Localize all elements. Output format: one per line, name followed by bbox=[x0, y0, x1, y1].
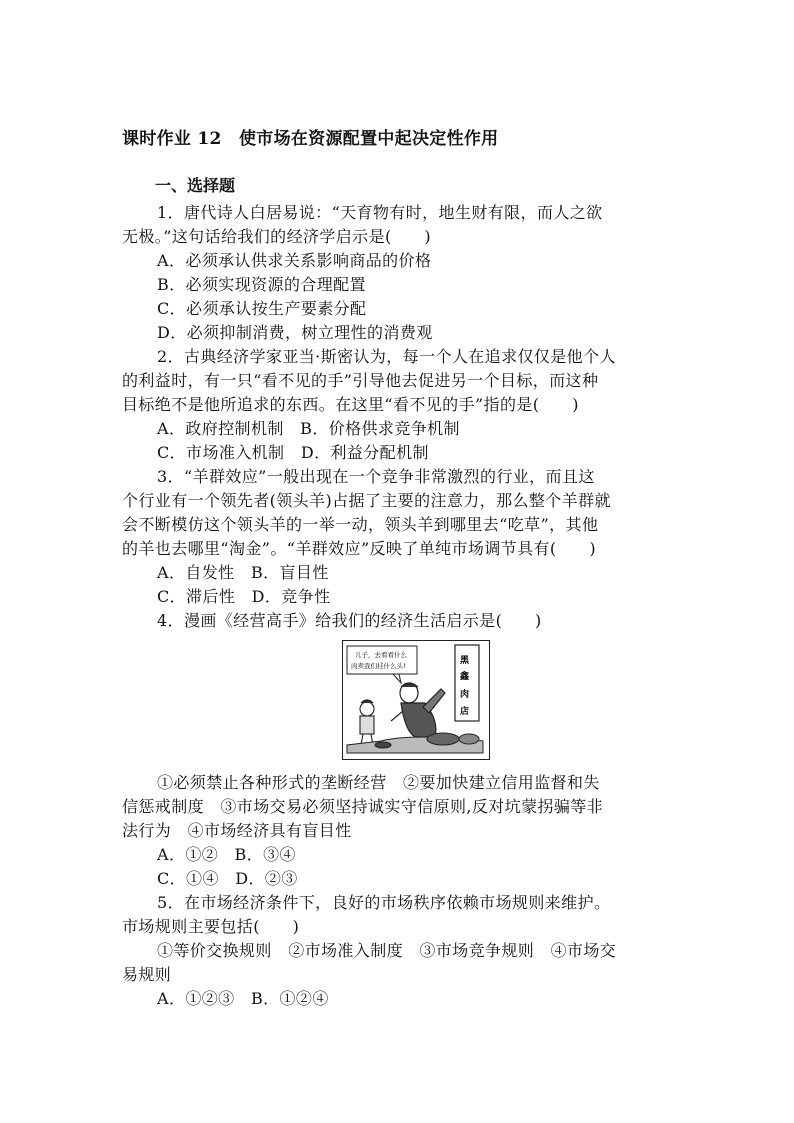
cartoon-image bbox=[342, 640, 490, 760]
section-heading: 一、选择题 bbox=[155, 176, 236, 195]
question-3-line-2: 个行业有一个领先者(领头羊)占据了主要的注意力，那么整个羊群就 bbox=[122, 491, 611, 510]
question-4-line-1: 4．漫画《经营高手》给我们的经济生活启示是( ) bbox=[157, 611, 542, 630]
question-3-line-4: 的羊也去哪里“淘金”。“羊群效应”反映了单纯市场调节具有( ) bbox=[122, 539, 597, 558]
question-1-option-c: C．必须承认按生产要素分配 bbox=[157, 299, 367, 318]
shop-sign-char-4: 店 bbox=[460, 707, 470, 717]
question-1-option-a: A．必须承认供求关系影响商品的价格 bbox=[157, 251, 432, 270]
question-2-line-2: 的利益时，有一只“看不见的手”引导他去促进另一个目标，而这种 bbox=[122, 371, 599, 390]
question-5-statement-line-2: 易规则 bbox=[122, 965, 172, 984]
speech-bubble-line-1: 儿子，去看看什么 bbox=[355, 651, 407, 659]
question-4-statement-line-3: 法行为 ④市场经济具有盲目性 bbox=[122, 821, 352, 840]
question-3-options-ab: A．自发性 B．盲目性 bbox=[157, 563, 329, 582]
question-1-line-1: 1．唐代诗人白居易说：“天育物有时，地生财有限，而人之欲 bbox=[157, 203, 603, 222]
question-3-line-1: 3．“羊群效应”一般出现在一个竞争非常激烈的行业，而且这 bbox=[157, 467, 595, 486]
question-1-line-2: 无极。”这句话给我们的经济学启示是( ) bbox=[122, 227, 432, 246]
shop-sign-char-3: 肉 bbox=[460, 690, 470, 700]
speech-bubble-line-2: 肉卖我们挂什么头! bbox=[351, 662, 406, 670]
question-4-options-cd: C．①④ D．②③ bbox=[157, 869, 298, 888]
cartoon-drawing bbox=[343, 641, 488, 758]
question-4-options-ab: A．①② B．③④ bbox=[157, 845, 296, 864]
question-1-option-d: D．必须抑制消费，树立理性的消费观 bbox=[157, 323, 433, 342]
shop-sign-char-2: 鑫 bbox=[460, 672, 470, 682]
question-5-line-2: 市场规则主要包括( ) bbox=[122, 917, 300, 936]
question-4-statement-line-1: ①必须禁止各种形式的垄断经营 ②要加快建立信用监督和失 bbox=[157, 773, 600, 792]
shop-sign-char-1: 黑 bbox=[460, 656, 470, 666]
question-3-line-3: 会不断模仿这个领头羊的一举一动，领头羊到哪里去“吃草”，其他 bbox=[122, 515, 599, 534]
question-1-option-b: B．必须实现资源的合理配置 bbox=[157, 275, 366, 294]
child-figure bbox=[360, 700, 374, 745]
question-2-line-3: 目标绝不是他所追求的东西。在这里“看不见的手”指的是( ) bbox=[122, 395, 579, 414]
question-4-statement-line-2: 信惩戒制度 ③市场交易必须坚持诚实守信原则,反对坑蒙拐骗等非 bbox=[122, 797, 604, 816]
question-2-options-cd: C．市场准入机制 D．利益分配机制 bbox=[157, 443, 429, 462]
question-5-statement-line-1: ①等价交换规则 ②市场准入制度 ③市场竞争规则 ④市场交 bbox=[157, 941, 617, 960]
question-3-options-cd: C．滞后性 D．竞争性 bbox=[157, 587, 331, 606]
question-2-options-ab: A．政府控制机制 B．价格供求竞争机制 bbox=[157, 419, 460, 438]
question-2-line-1: 2．古典经济学家亚当·斯密认为，每一个人在追求仅仅是他个人 bbox=[157, 347, 616, 366]
meat-pile bbox=[427, 733, 459, 745]
page-title: 课时作业 12 使市场在资源配置中起决定性作用 bbox=[122, 129, 499, 149]
question-5-options-ab: A．①②③ B．①②④ bbox=[157, 989, 329, 1008]
question-5-line-1: 5．在市场经济条件下，良好的市场秩序依赖市场规则来维护。 bbox=[157, 893, 611, 912]
butcher-figure bbox=[391, 683, 445, 737]
